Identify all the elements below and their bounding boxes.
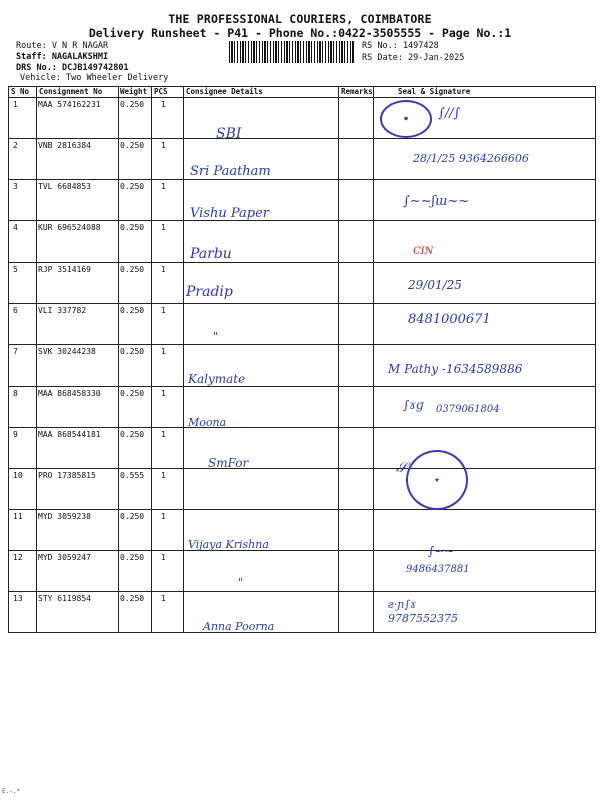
row-weight: 0.250 — [120, 141, 145, 150]
row-sno: 9 — [13, 430, 18, 439]
row-pcs: 1 — [161, 430, 166, 439]
seal-stamp-icon: ★ — [406, 450, 468, 510]
column-header-signature: Seal & Signature — [398, 87, 471, 96]
row-sno: 1 — [13, 100, 18, 109]
row-pcs: 1 — [161, 141, 166, 150]
row-sno: 10 — [13, 471, 23, 480]
row-weight: 0.250 — [120, 389, 145, 398]
column-header-consignment: Consignment No — [39, 87, 103, 96]
route-info: Route: V N R NAGAR — [16, 41, 109, 51]
row-weight: 0.250 — [120, 512, 145, 521]
signature-scribble-icon: ∫∽∼ — [428, 544, 455, 558]
row-consignment: MAA 574162231 — [38, 100, 101, 109]
row-sno: 8 — [13, 389, 18, 398]
row-weight: 0.555 — [120, 471, 145, 480]
row-consignment: PRO 17385815 — [38, 471, 96, 480]
signature-scribble-icon: ∫~~ʃɯ~~ — [403, 194, 470, 209]
row-sno: 13 — [13, 594, 23, 603]
column-header-consignee: Consignee Details — [186, 87, 263, 96]
row-consignee: SBI — [216, 126, 242, 142]
row-weight: 0.250 — [120, 182, 145, 191]
row-sno: 6 — [13, 306, 18, 315]
row-signature: M Pathy -1634589886 — [388, 362, 523, 376]
row-sno: 2 — [13, 141, 18, 150]
staff-info: Staff: NAGALAKSHMI — [16, 52, 109, 62]
signature-scribble-icon: ∫ɤɡ — [403, 398, 424, 412]
row-consignment: VNB 2816384 — [38, 141, 91, 150]
row-pcs: 1 — [161, 389, 166, 398]
row-sno: 4 — [13, 223, 18, 232]
column-header-sno: S No — [11, 87, 30, 96]
row-pcs: 1 — [161, 471, 166, 480]
seal-stamp-icon: ● — [380, 100, 432, 138]
row-pcs: 1 — [161, 182, 166, 191]
row-consignee: Anna Poorna — [203, 620, 275, 633]
row-weight: 0.250 — [120, 347, 145, 356]
row-sno: 5 — [13, 265, 18, 274]
row-consignment: TVL 6684853 — [38, 182, 91, 191]
row-weight: 0.250 — [120, 223, 145, 232]
signature-scribble-icon: ∫∕∕∫ — [438, 106, 461, 121]
row-signature: 8481000671 — [408, 312, 491, 327]
row-pcs: 1 — [161, 100, 166, 109]
row-pcs: 1 — [161, 553, 166, 562]
row-consignment: KUR 696524088 — [38, 223, 101, 232]
row-pcs: 1 — [161, 223, 166, 232]
row-sno: 3 — [13, 182, 18, 191]
runsheet-subtitle: Delivery Runsheet - P41 - Phone No.:0422-3505555 - Page No.:1 — [88, 26, 512, 40]
rs-date: RS Date: 29-Jan-2025 — [362, 53, 465, 63]
row-pcs: 1 — [161, 347, 166, 356]
page-title: THE PROFESSIONAL COURIERS, COIMBATORE — [168, 12, 432, 26]
row-consignment: STY 6119854 — [38, 594, 91, 603]
row-consignee: " — [213, 330, 219, 343]
row-consignee: Sri Paatham — [190, 164, 271, 179]
row-consignee: Parbu — [190, 246, 232, 262]
row-consignment: MAA 868544181 — [38, 430, 101, 439]
row-signature: 9787552375 — [388, 612, 458, 625]
barcode — [229, 41, 355, 63]
row-consignee: Vishu Paper — [190, 206, 270, 221]
row-consignee: Vijaya Krishna — [188, 538, 269, 551]
row-sno: 11 — [13, 512, 23, 521]
row-sno: 12 — [13, 553, 23, 562]
row-signature: 28/1/25 9364266606 — [413, 152, 529, 165]
row-signature: 9486437881 — [406, 564, 470, 575]
row-signature: CIN — [413, 246, 434, 257]
column-header-weight: Weight — [120, 87, 148, 96]
row-consignment: SVK 30244238 — [38, 347, 96, 356]
drs-info: DRS No.: DCJB149742801 — [16, 63, 129, 73]
row-pcs: 1 — [161, 594, 166, 603]
row-pcs: 1 — [161, 265, 166, 274]
row-weight: 0.250 — [120, 100, 145, 109]
row-consignee: " — [238, 576, 244, 589]
rs-number: RS No.: 1497428 — [362, 41, 439, 51]
row-consignment: MYD 3059238 — [38, 512, 91, 521]
footer-mark: E.-.* — [2, 788, 21, 795]
column-header-pcs: PCS — [154, 87, 168, 96]
row-consignment: MAA 868458330 — [38, 389, 101, 398]
row-consignee: Kalymate — [188, 372, 246, 386]
signature-scribble-icon: ƨ·ɲ∫ɤ — [388, 598, 417, 611]
vehicle-info: Vehicle: Two Wheeler Delivery — [20, 73, 169, 83]
row-weight: 0.250 — [120, 265, 145, 274]
column-header-remarks: Remarks — [341, 87, 373, 96]
runsheet-table — [8, 86, 596, 633]
row-consignment: VLI 337782 — [38, 306, 87, 315]
row-consignee: SmFor — [208, 456, 249, 470]
row-pcs: 1 — [161, 512, 166, 521]
row-signature: 29/01/25 — [408, 278, 462, 292]
row-consignee: Pradip — [186, 284, 233, 300]
row-weight: 0.250 — [120, 306, 145, 315]
row-pcs: 1 — [161, 306, 166, 315]
row-consignment: RJP 3514169 — [38, 265, 91, 274]
row-weight: 0.250 — [120, 553, 145, 562]
row-consignment: MYD 3059247 — [38, 553, 91, 562]
signature-scribble-icon: 𝒮 — [396, 460, 407, 476]
row-consignee: Moona — [188, 416, 227, 429]
row-sno: 7 — [13, 347, 18, 356]
row-signature: 0379061804 — [436, 404, 500, 415]
row-weight: 0.250 — [120, 594, 145, 603]
row-weight: 0.250 — [120, 430, 145, 439]
